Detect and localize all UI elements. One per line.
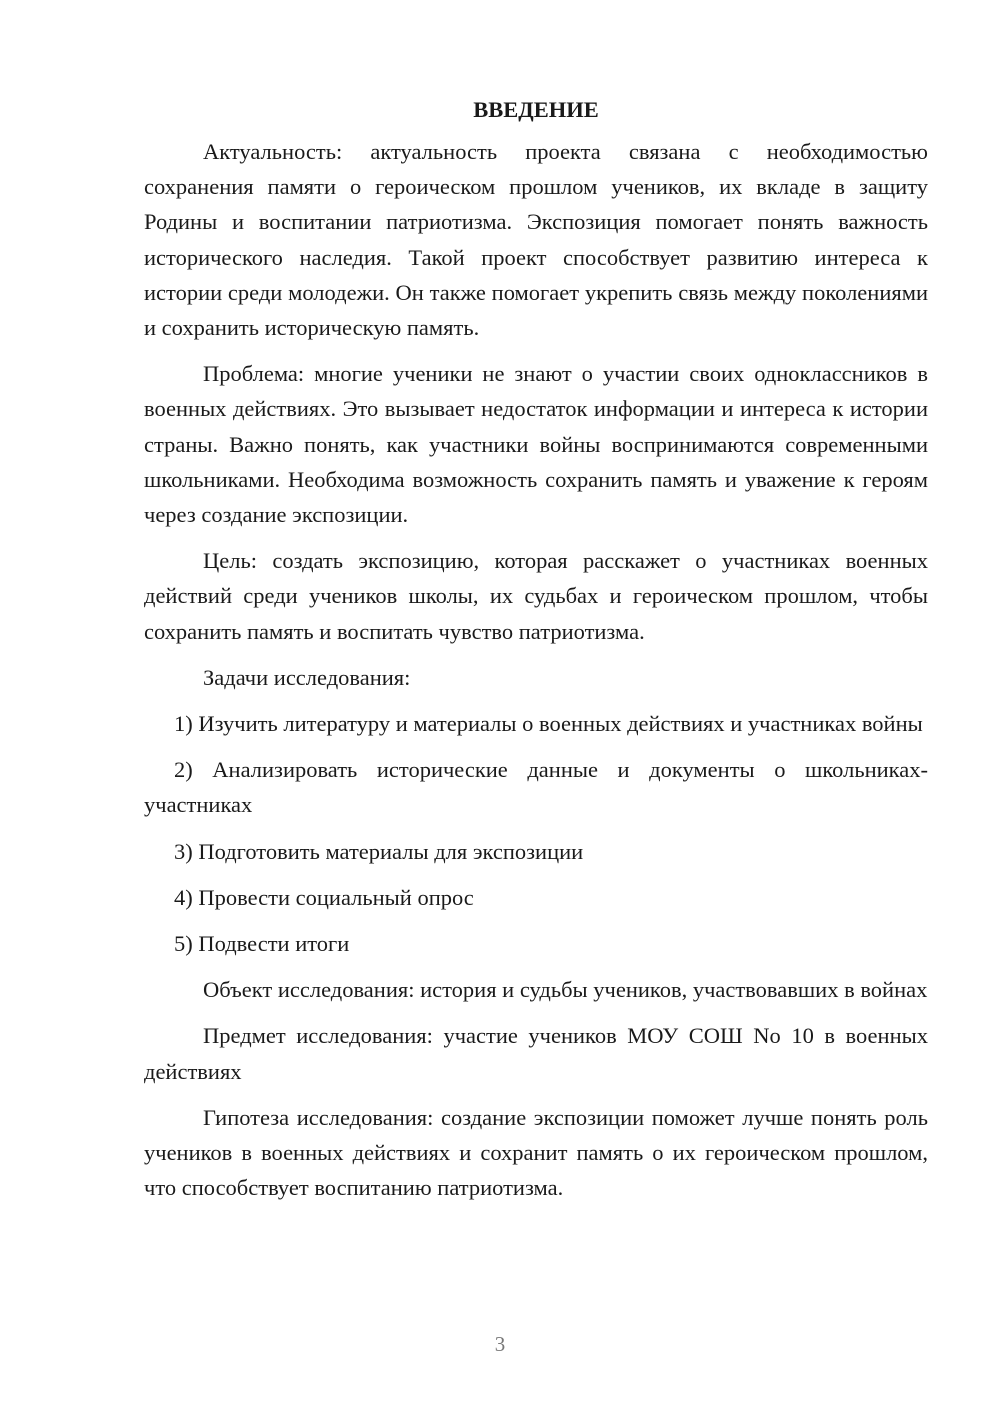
task-item-4: 4) Провести социальный опрос [174, 884, 474, 910]
object-paragraph: Объект исследования: история и судьбы учеников, участвовавших в войнах [203, 977, 928, 1003]
goal-paragraph: Цель: создать экспозицию, которая расскажет о участниках военных действий среди учеников школы, их судьбах и героическом прошлом, чтобы сохранить память и воспитать чувство патриотизма. [144, 548, 928, 644]
section-title: ВВЕДЕНИЕ [473, 97, 599, 122]
tasks-heading: Задачи исследования: [203, 664, 411, 690]
document-page [144, 90, 928, 1216]
relevance-paragraph: Актуальность: актуальность проекта связана с необходимостью сохранения памяти о героическом прошлом учеников, их вкладе в защиту Родины и воспитании патриотизма. Экспозиция помогает понять важность исторического наследия. Такой проект способствует развитию интереса к истории среди молодежи. Он также помогает укрепить связь между поколениями и сохранить историческую память. [144, 139, 928, 341]
task-item-2: 2) Анализировать исторические данные и документы о школьниках-участниках [144, 757, 928, 818]
task-item-1: 1) Изучить литературу и материалы о военных действиях и участниках войны [174, 711, 923, 737]
task-item-5: 5) Подвести итоги [174, 931, 350, 957]
problem-paragraph: Проблема: многие ученики не знают о участии своих одноклассников в военных действиях. Это вызывает недостаток информации и интереса к истории страны. Важно понять, как участники войны воспринимаются современными школьниками. Необходима возможность сохранить память и уважение к героям через создание экспозиции. [144, 361, 928, 528]
subject-paragraph: Предмет исследования: участие учеников МОУ СОШ No 10 в военных действиях [144, 1023, 928, 1084]
task-item-3: 3) Подготовить материалы для экспозиции [174, 838, 584, 864]
page-number: 3 [494, 1332, 506, 1356]
hypothesis-paragraph: Гипотеза исследования: создание экспозиции поможет лучше понять роль учеников в военных действиях и сохранит память о их героическом прошлом, что способствует воспитанию патриотизма. [144, 1104, 928, 1201]
